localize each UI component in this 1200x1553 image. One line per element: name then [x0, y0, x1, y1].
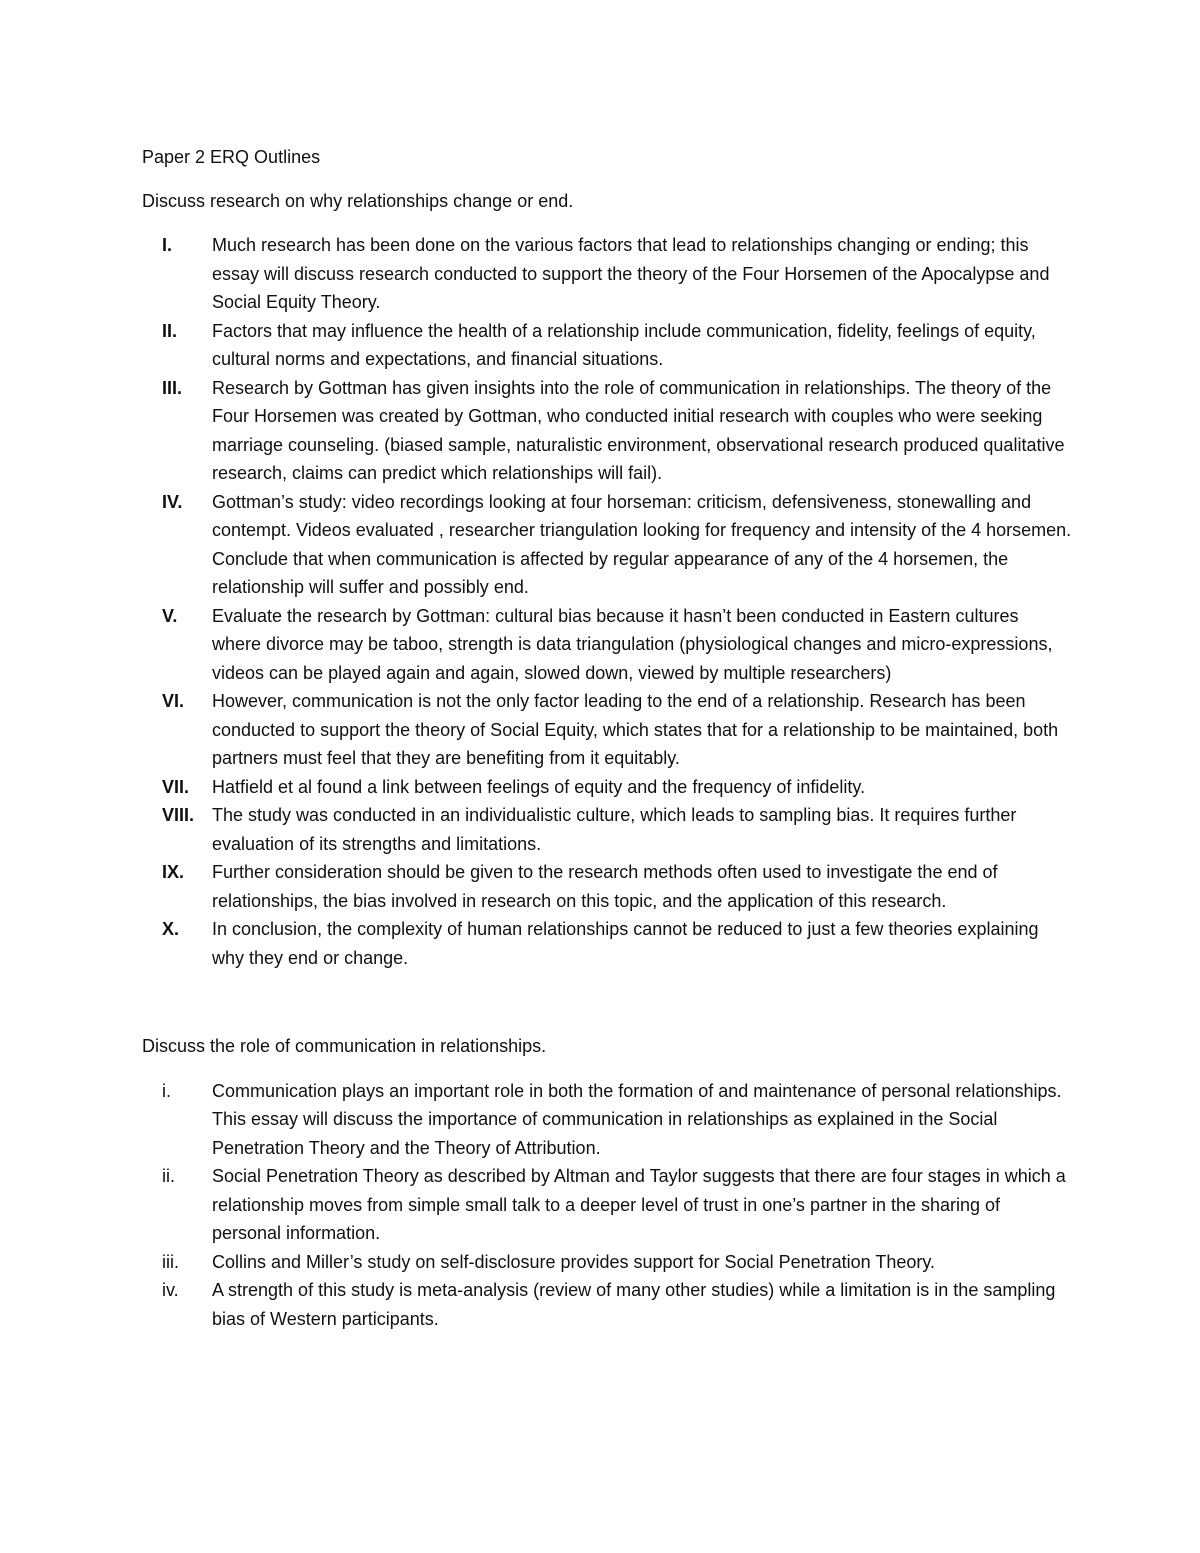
item-number: IX.	[162, 862, 185, 882]
item-number: VIII.	[162, 805, 195, 825]
list-item	[142, 602, 1072, 688]
list-item	[142, 801, 1072, 858]
item-text: A strength of this study is meta-analysis (review of many other studies) while a limitation is in the sampling bias of Western participants.	[212, 1280, 1056, 1329]
list-item	[142, 858, 1072, 915]
item-text: Hatfield et al found a link between feelings of equity and the frequency of infidelity.	[212, 776, 866, 797]
item-text: Further consideration should be given to the research methods often used to investigate the end of relationships, the bias involved in research on this topic, and the application of this research.	[212, 862, 998, 911]
list-item	[142, 1162, 1072, 1248]
list-item	[142, 1248, 1072, 1277]
item-text: The study was conducted in an individualistic culture, which leads to sampling bias. It requires further evaluation of its strengths and limitations.	[212, 805, 1017, 854]
item-number: VI.	[162, 691, 185, 711]
section-2-prompt: Discuss the role of communication in relationships.	[142, 1036, 547, 1056]
item-text: Factors that may influence the health of a relationship include communication, fidelity, feelings of equity, cultural norms and expectations, and financial situations.	[212, 320, 1036, 369]
section-1-outline	[142, 231, 1072, 972]
item-text: Social Penetration Theory as described by Altman and Taylor suggests that there are four stages in which a relationship moves from simple small talk to a deeper level of trust in one’s partner in the sharing of personal information.	[212, 1166, 1066, 1243]
list-item	[142, 915, 1072, 972]
item-text: In conclusion, the complexity of human relationships cannot be reduced to just a few theories explaining why they end or change.	[212, 919, 1039, 968]
item-number: III.	[162, 377, 183, 398]
item-number: i.	[162, 1080, 171, 1101]
list-item	[142, 1276, 1072, 1333]
section-1-prompt: Discuss research on why relationships change or end.	[142, 190, 574, 211]
item-text: Much research has been done on the various factors that lead to relationships changing or ending; this essay will discuss research conducted to support the theory of the Four Horsemen of the Apocalypse and Social Equity Theory.	[212, 235, 1050, 312]
item-number: II.	[162, 320, 178, 341]
item-number: IV.	[162, 491, 183, 512]
item-text: Research by Gottman has given insights into the role of communication in relationships. The theory of the Four Horsemen was created by Gottman, who conducted initial research with couples who were seeking marriage counseling. (biased sample, naturalistic environment, observational research produced qualitative research, claims can predict which relationships will fail).	[212, 377, 1065, 483]
item-text: However, communication is not the only factor leading to the end of a relationship. Research has been conducted to support the theory of Social Equity, which states that for a relationship to be maintained, both partners must feel that they are benefiting from it equitably.	[212, 691, 1059, 768]
document-title: Paper 2 ERQ Outlines	[142, 147, 321, 167]
item-number: VII.	[162, 776, 190, 797]
item-text: Collins and Miller’s study on self-disclosure provides support for Social Penetration Theory.	[212, 1251, 936, 1272]
list-item	[142, 317, 1072, 374]
list-item	[142, 1077, 1072, 1163]
list-item	[142, 374, 1072, 488]
list-item	[142, 687, 1072, 773]
item-number: X.	[162, 919, 180, 939]
list-item	[142, 773, 1072, 802]
item-text: Gottman’s study: video recordings looking at four horseman: criticism, defensiveness, stonewalling and contempt. Videos evaluated , researcher triangulation looking for frequency and intensity of the 4 horsemen. Conclude that when communication is affected by regular appearance of any of the 4 horsemen, the relationship will suffer and possibly end.	[212, 491, 1072, 597]
section-2-outline	[142, 1077, 1072, 1334]
document-page	[142, 143, 1072, 1333]
item-text: Evaluate the research by Gottman: cultural bias because it hasn’t been conducted in Eastern cultures where divorce may be taboo, strength is data triangulation (physiological changes and micro-expressions, videos can be played again and again, slowed down, viewed by multiple researchers)	[212, 605, 1053, 683]
list-item	[142, 488, 1072, 602]
item-number: I.	[162, 235, 173, 255]
item-number: ii.	[162, 1166, 175, 1186]
item-number: iii.	[162, 1251, 179, 1272]
item-text: Communication plays an important role in both the formation of and maintenance of personal relationships. This essay will discuss the importance of communication in relationships as explained in the Social Penetration Theory and the Theory of Attribution.	[212, 1080, 1062, 1158]
list-item	[142, 231, 1072, 317]
item-number: V.	[162, 605, 178, 626]
item-number: iv.	[162, 1280, 179, 1300]
